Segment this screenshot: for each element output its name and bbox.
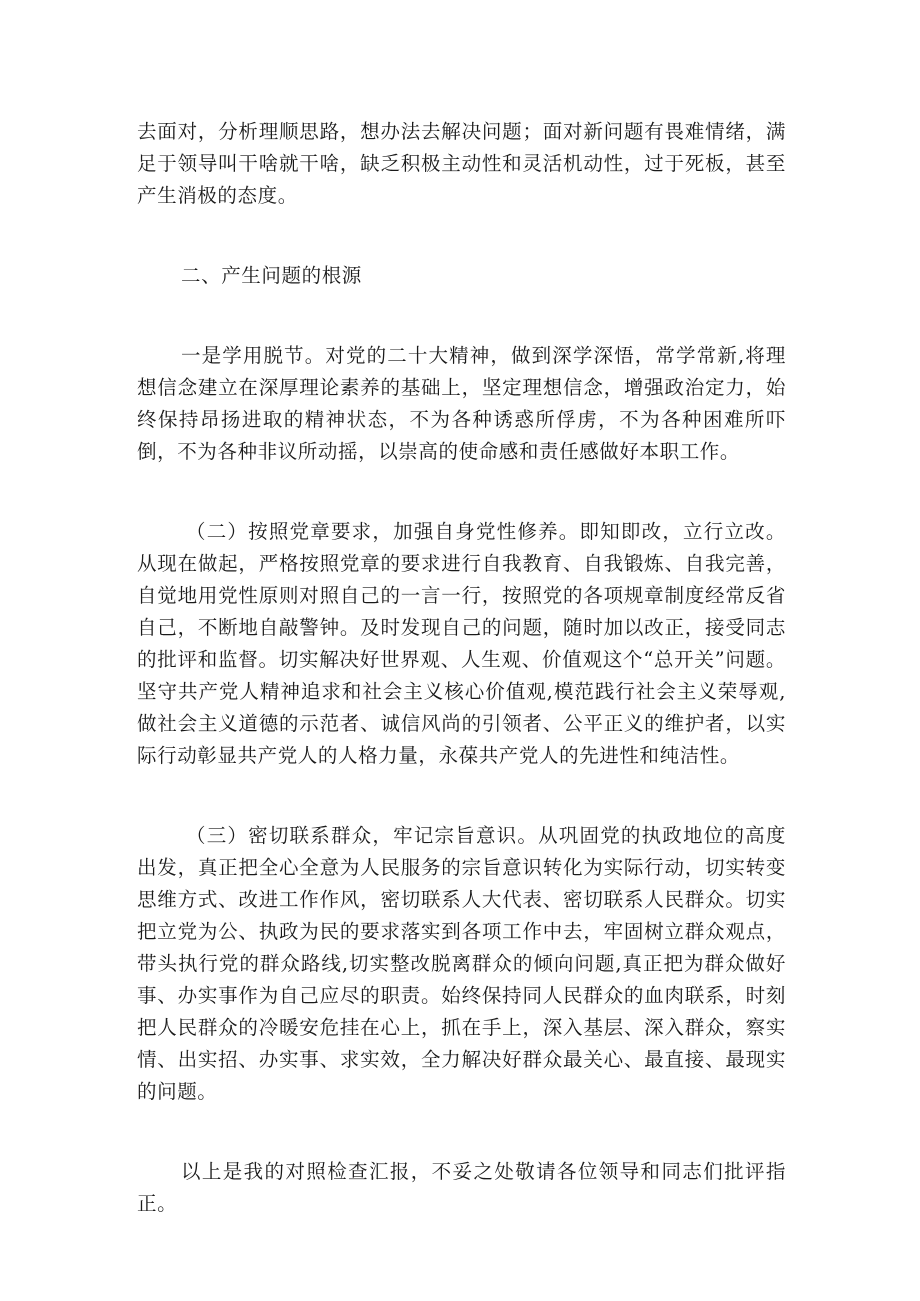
paragraph-learning: 一是学用脱节。对党的二十大精神，做到深学深悟，常学常新,将理想信念建立在深厚理论素养的基础上，坚定理想信念，增强政治定力，始终保持昂扬进取的精神状态，不为各种诱惑所俘虏，不为各种困难所吓倒，不为各种非议所动摇，以崇高的使命感和责任感做好本职工作。 (137, 344, 786, 463)
paragraph-party-charter: （二）按照党章要求，加强自身党性修养。即知即改，立行立改。从现在做起，严格按照党章的要求进行自我教育、自我锻炼、自我完善，自觉地用党性原则对照自己的一言一行，按照党的各项规章制度经常反省自己，不断地自敲警钟。及时发现自己的问题，随时加以改正，接受同志的批评和监督。切实解决好世界观、人生观、价值观这个“总开关”问题。坚守共产党人精神追求和社会主义核心价值观,模范践行社会主义荣辱观,做社会主义道德的示范者、诚信风尚的引领者、公平正义的维护者，以实际行动彰显共产党人的人格力量，永葆共产党人的先进性和纯洁性。 (137, 520, 786, 767)
section-heading: 二、产生问题的根源 (181, 264, 362, 287)
paragraph-masses: （三）密切联系群众，牢记宗旨意识。从巩固党的执政地位的高度出发，真正把全心全意为人民服务的宗旨意识转化为实际行动，切实转变思维方式、改进工作作风，密切联系人大代表、密切联系人民群众。切实把立党为公、执政为民的要求落实到各项工作中去，牢固树立群众观点，带头执行党的群众路线,切实整改脱离群众的倾向问题,真正把为群众做好事、办实事作为自己应尽的职责。始终保持同人民群众的血肉联系，时刻把人民群众的冷暖安危挂在心上，抓在手上，深入基层、深入群众，察实情、出实招、办实事、求实效，全力解决好群众最关心、最直接、最现实的问题。 (137, 824, 786, 1103)
paragraph-closing: 以上是我的对照检查汇报，不妥之处敬请各位领导和同志们批评指正。 (137, 1160, 786, 1215)
paragraph-continuation: 去面对，分析理顺思路，想办法去解决问题；面对新问题有畏难情绪，满足于领导叫干啥就干啥，缺乏积极主动性和灵活机动性，过于死板，甚至产生消极的态度。 (137, 120, 786, 207)
